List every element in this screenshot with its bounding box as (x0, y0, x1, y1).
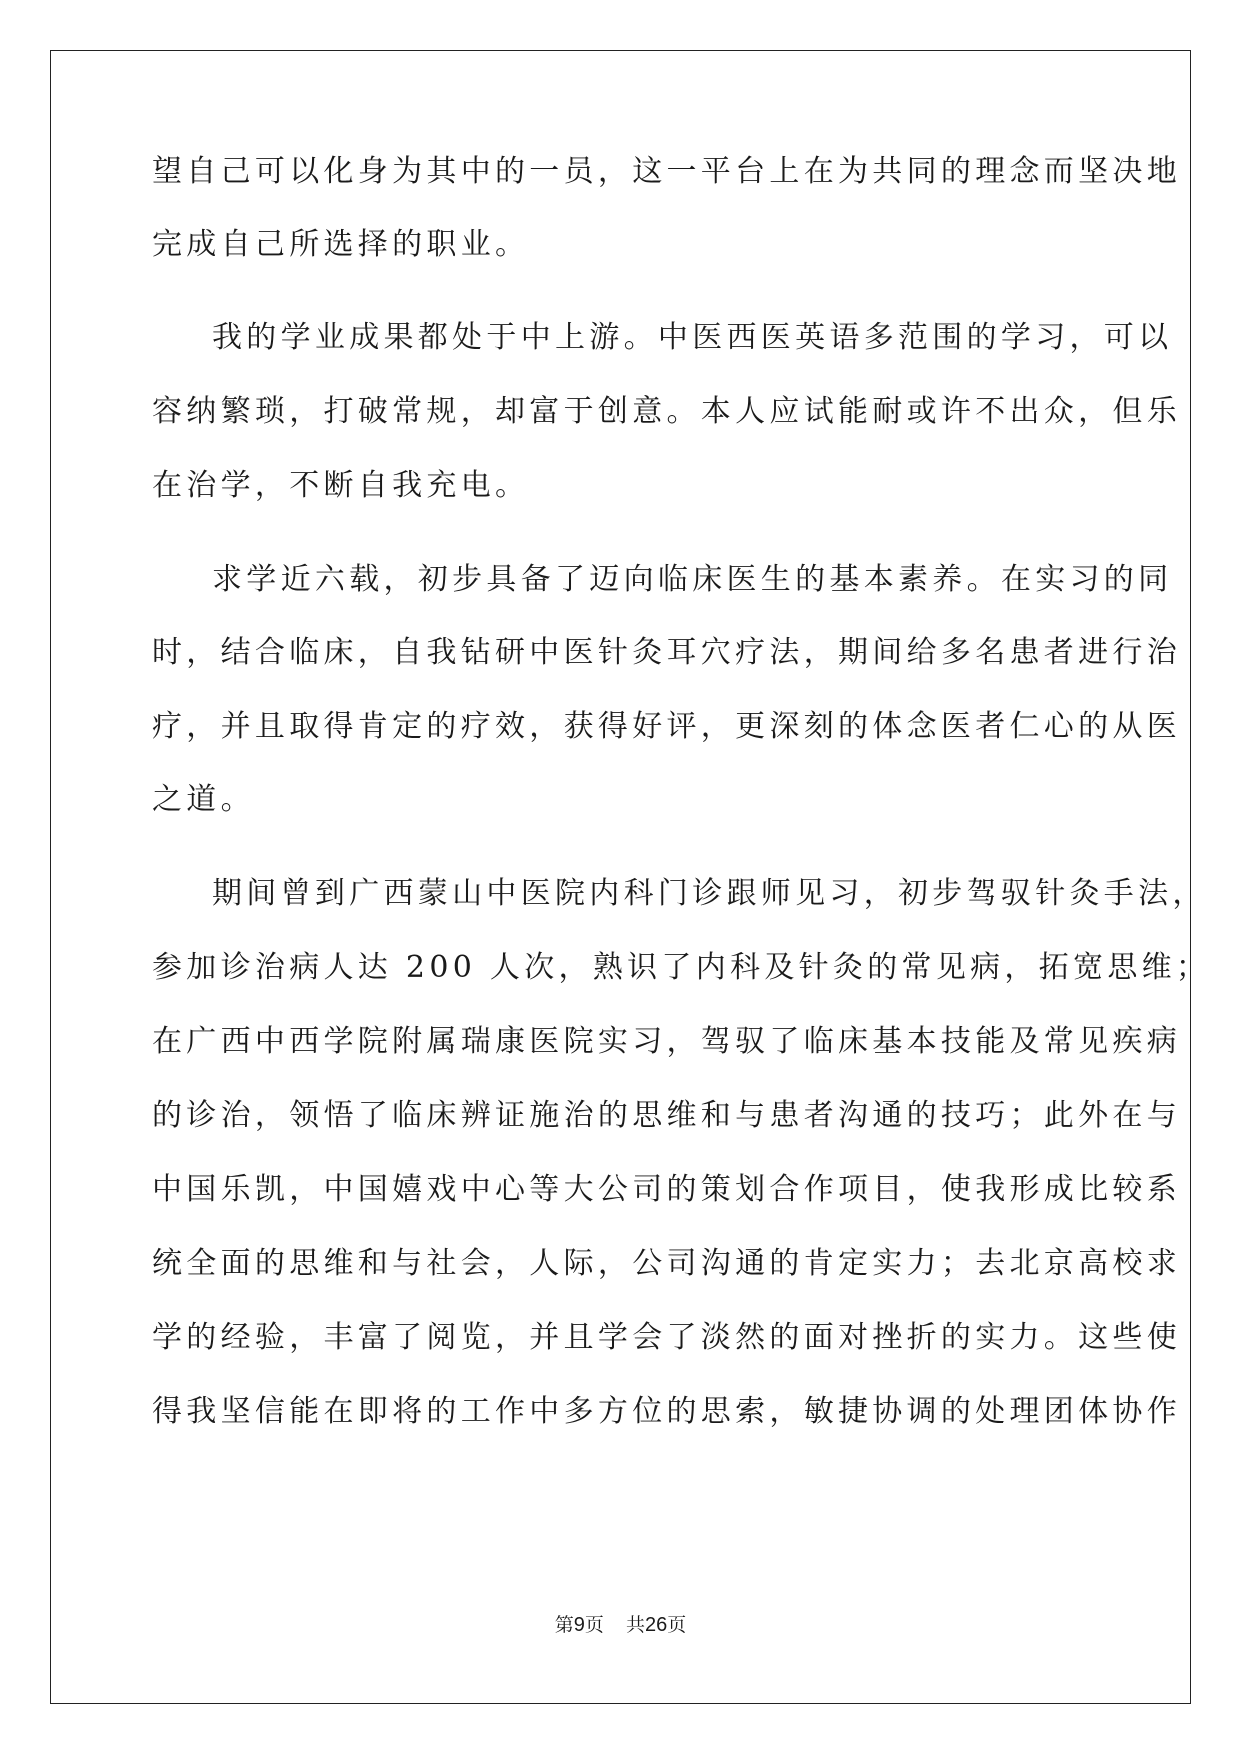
paragraph-start: 我的学业成果都处于中上游。中医西医英语多范围的学习，可以 (212, 320, 1173, 355)
text-line: 得我坚信能在即将的工作中多方位的思索，敏捷协调的处理团体协作 (152, 1394, 1181, 1429)
page-prefix: 第 (554, 1614, 574, 1636)
page-number: 9 (573, 1614, 585, 1636)
paragraph-start: 期间曾到广西蒙山中医院内科门诊跟师见习，初步驾驭针灸手法， (212, 876, 1207, 911)
total-suffix: 页 (667, 1614, 687, 1636)
text-line: 之道。 (152, 782, 255, 817)
text-line: 容纳繁琐，打破常规，却富于创意。本人应试能耐或许不出众，但乐 (152, 394, 1181, 429)
text-line: 在治学，不断自我充电。 (152, 468, 530, 503)
page-footer (0, 1610, 1241, 1637)
text-line: 疗，并且取得肯定的疗效，获得好评，更深刻的体念医者仁心的从医 (152, 709, 1181, 744)
page-suffix: 页 (584, 1614, 604, 1636)
text-line: 时，结合临床，自我钻研中医针灸耳穴疗法，期间给多名患者进行治 (152, 635, 1181, 670)
text-line: 学的经验，丰富了阅览，并且学会了淡然的面对挫折的实力。这些使 (152, 1320, 1181, 1355)
text-line: 统全面的思维和与社会，人际，公司沟通的肯定实力；去北京高校求 (152, 1246, 1181, 1281)
text-line: 在广西中西学院附属瑞康医院实习，驾驭了临床基本技能及常见疾病 (152, 1024, 1181, 1059)
text-line: 望自己可以化身为其中的一员，这一平台上在为共同的理念而坚决地 (152, 154, 1181, 189)
total-prefix: 共 (625, 1614, 645, 1636)
total-pages: 26 (644, 1614, 668, 1636)
paragraph-start: 求学近六载，初步具备了迈向临床医生的基本素养。在实习的同 (212, 562, 1173, 597)
text-line: 的诊治，领悟了临床辨证施治的思维和与患者沟通的技巧；此外在与 (152, 1098, 1181, 1133)
text-line: 完成自己所选择的职业。 (152, 227, 530, 262)
text-line: 中国乐凯，中国嬉戏中心等大公司的策划合作项目，使我形成比较系 (152, 1172, 1181, 1207)
text-line: 参加诊治病人达 200 人次，熟识了内科及针灸的常见病，拓宽思维； (152, 950, 1211, 985)
